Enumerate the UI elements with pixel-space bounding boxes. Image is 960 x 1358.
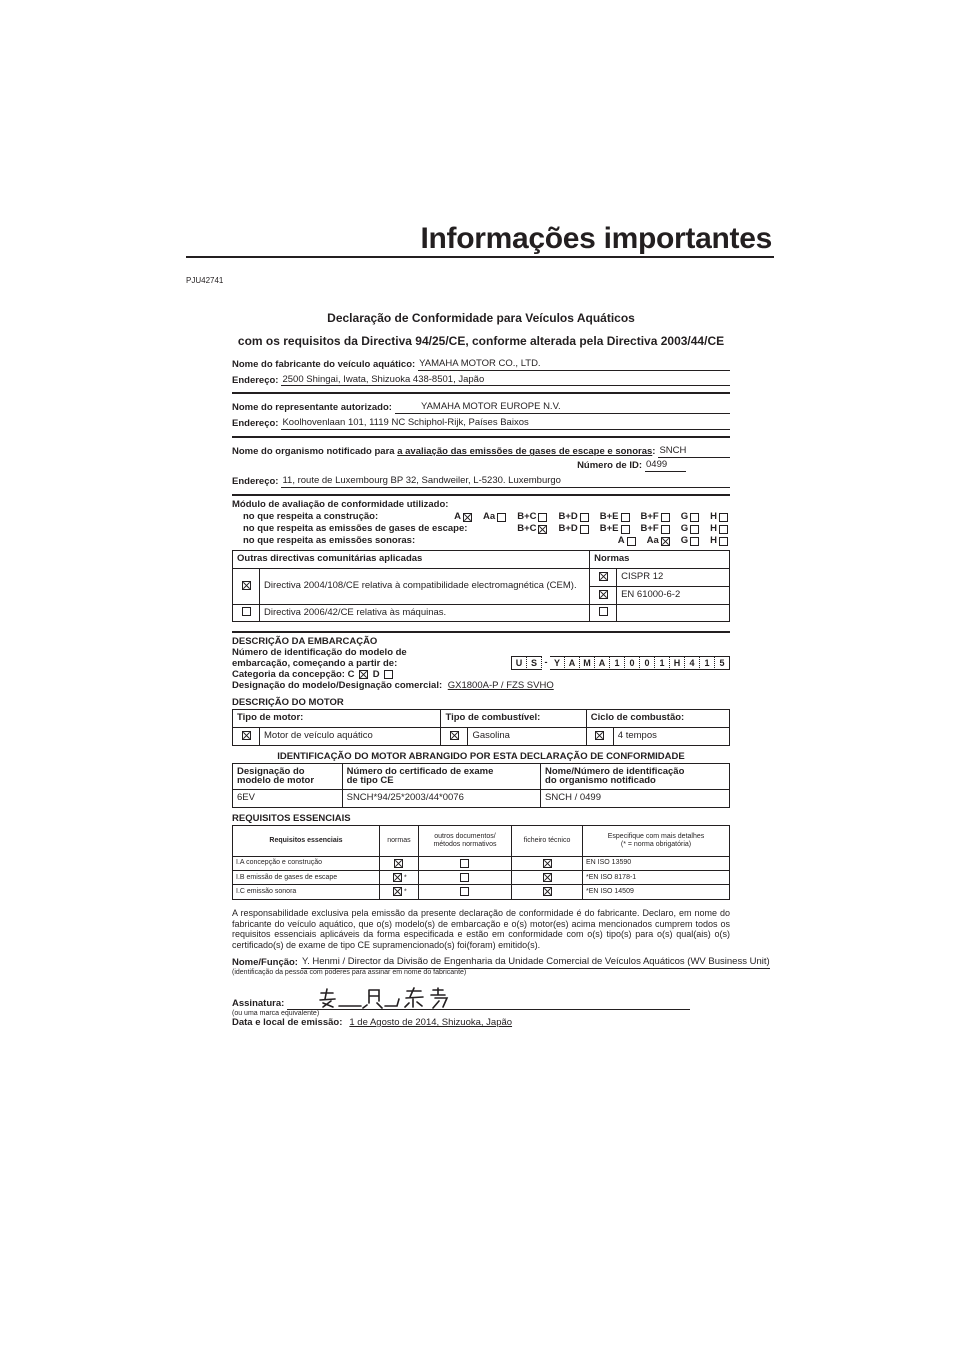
signature-note: (ou uma marca equivalente) <box>232 1009 320 1017</box>
manufacturer-name: YAMAHA MOTOR CO., LTD. <box>418 359 730 371</box>
engine-type-table <box>232 709 730 746</box>
hin-character: 1 <box>655 656 670 670</box>
module-option: B+F <box>641 512 672 523</box>
notified-body-scope: a avaliação das emissões de gases de escape e sonoras <box>397 446 653 458</box>
module-option-checkbox[interactable] <box>497 513 506 522</box>
model-value: GX1800A-P / FZS SVHO <box>447 680 554 692</box>
hin-character: H <box>670 656 685 670</box>
module-option: G <box>681 536 701 547</box>
module-option-checkbox[interactable] <box>621 525 630 534</box>
manufacturer-address-label: Endereço: <box>232 374 279 386</box>
req-norms-checkbox[interactable] <box>393 887 402 896</box>
hin-character: A <box>595 656 610 670</box>
req-norms-checkbox[interactable] <box>394 859 403 868</box>
module-option-checkbox[interactable] <box>661 525 670 534</box>
directives-table <box>232 550 730 623</box>
combustion-header: Ciclo de combustão: <box>586 709 729 727</box>
hin-character: M <box>580 656 595 670</box>
notified-body-id: 0499 <box>645 460 686 472</box>
engine-id-title: IDENTIFICAÇÃO DO MOTOR ABRANGIDO POR ESTA DECLARAÇÃO DE CONFORMIDADE <box>277 750 685 762</box>
module-option: H <box>710 536 730 547</box>
notified-body-address: 11, route de Luxembourg BP 32, Sandweiler, L-5230. Luxemburgo <box>281 476 730 488</box>
module-option-checkbox[interactable] <box>661 537 670 546</box>
module-option: B+D <box>558 524 590 535</box>
engine-designation: 6EV <box>233 789 343 807</box>
fuel-type-value: Gasolina <box>468 727 586 745</box>
manufacturer-line <box>232 359 730 371</box>
requirement-name: I.B emissão de gases de escape <box>233 870 380 884</box>
signature-mark <box>317 987 467 1009</box>
signer-name: Y. Henmi / Director da Divisão de Engenharia da Unidade Comercial de Veículos Aquáticos (WV Business Unit) <box>301 955 770 967</box>
hin-character: 1 <box>700 656 715 670</box>
hin-character: U <box>511 656 527 670</box>
representative-name: YAMAHA MOTOR EUROPE N.V. <box>395 402 730 414</box>
engine-id-table <box>232 763 730 808</box>
module-option: H <box>710 512 730 523</box>
hin-character: 0 <box>640 656 655 670</box>
module-row <box>232 512 730 523</box>
declaration-heading-1: Declaração de Conformidade para Veículos Aquáticos <box>327 311 635 325</box>
module-option-checkbox[interactable] <box>690 513 699 522</box>
module-option-checkbox[interactable] <box>580 513 589 522</box>
requirement-row <box>233 856 730 870</box>
module-option-checkbox[interactable] <box>621 513 630 522</box>
engine-section-title: DESCRIÇÃO DO MOTOR <box>232 697 344 709</box>
req-file-checkbox[interactable] <box>543 887 552 896</box>
module-option-checkbox[interactable] <box>463 513 472 522</box>
module-option-checkbox[interactable] <box>580 525 589 534</box>
requirements-section-title: REQUISITOS ESSENCIAIS <box>232 812 351 824</box>
category-d-checkbox[interactable] <box>384 670 393 679</box>
engine-notified-body: SNCH / 0499 <box>541 789 730 807</box>
signer-line <box>232 955 770 969</box>
notified-body-address-label: Endereço: <box>232 476 279 488</box>
combustion-checkbox[interactable] <box>586 727 613 745</box>
hin-character: 4 <box>685 656 700 670</box>
engine-id-header-3: Nome/Número de identificação do organismo notificado <box>541 763 730 789</box>
manufacturer-address: 2500 Shingai, Iwata, Shizuoka 438-8501, Japão <box>281 375 730 387</box>
norms-header: Normas <box>590 550 730 568</box>
notified-body-id-line <box>232 460 730 472</box>
representative-label: Nome do representante autorizado: <box>232 402 392 414</box>
manufacturer-address-line <box>232 375 730 387</box>
module-row <box>232 536 730 547</box>
module-option: G <box>681 512 701 523</box>
hin-character: 1 <box>610 656 625 670</box>
representative-address: Koolhovenlaan 101, 1119 NC Schiphol-Rijk, Países Baixos <box>281 418 730 430</box>
norm-machinery-checkbox[interactable] <box>590 604 617 622</box>
declaration-heading-2: com os requisitos da Directiva 94/25/CE, conforme alterada pela Directiva 2003/44/CE <box>237 333 725 348</box>
notified-body-line: Nome do organismo notificado para a avaliação das emissões de gases de escape e sonoras: SNCH <box>232 446 730 458</box>
norm-cispr-checkbox[interactable] <box>590 568 617 586</box>
norm-en: EN 61000-6-2 <box>617 586 730 604</box>
norm-cispr: CISPR 12 <box>617 568 730 586</box>
date-line <box>232 1018 730 1029</box>
requirements-table <box>232 825 730 900</box>
req-header-file: ficheiro técnico <box>512 825 583 856</box>
module-row-label: no que respeita a construção: <box>243 510 379 522</box>
model-line <box>232 681 730 692</box>
module-option-checkbox[interactable] <box>690 525 699 534</box>
requirement-spec: *EN ISO 14509 <box>583 885 730 899</box>
category-c-checkbox[interactable] <box>359 670 368 679</box>
date-value: 1 de Agosto de 2014, Shizuoka, Japão <box>349 1016 513 1028</box>
engine-type-value: Motor de veículo aquático <box>260 727 441 745</box>
module-row <box>232 524 730 535</box>
date-label: Data e local de emissão: <box>232 1016 343 1028</box>
signer-label: Nome/Função: <box>232 956 298 968</box>
module-option: A <box>618 536 638 547</box>
requirement-name: I.A concepção e construção <box>233 856 380 870</box>
req-file-checkbox[interactable] <box>543 873 552 882</box>
hin-character: Y <box>550 656 565 670</box>
hin-character: 0 <box>625 656 640 670</box>
directive-emc-checkbox[interactable] <box>233 568 260 604</box>
directive-machinery-checkbox[interactable] <box>233 604 260 622</box>
req-other-checkbox[interactable] <box>460 887 469 896</box>
module-option-checkbox[interactable] <box>719 513 728 522</box>
signature-line <box>232 995 730 1010</box>
module-option: B+E <box>600 512 632 523</box>
hin-character: 5 <box>715 656 730 670</box>
module-option: H <box>710 524 730 535</box>
representative-line <box>232 402 730 414</box>
module-rows <box>232 512 730 547</box>
module-option: B+C <box>517 524 549 535</box>
module-option-checkbox[interactable] <box>661 513 670 522</box>
hin-boxes <box>511 656 730 670</box>
section-rule <box>232 436 730 438</box>
page-title: Informações importantes <box>420 222 772 255</box>
notified-body-name: SNCH <box>658 446 730 458</box>
title-rule <box>186 256 774 258</box>
directive-machinery-text: Directiva 2006/42/CE relativa às máquinas. <box>260 604 590 622</box>
signer-note: (identificação da pessoa com poderes para assinar em nome do fabricante) <box>232 968 467 976</box>
responsibility-paragraph: A responsabilidade exclusiva pela emissão da presente declaração de conformidade é do fabricante. Declaro, em nome do fabricante do veículo aquático, que o(s) modelo(s) de embarcação e o(s) motor(es) acima mencionados cumprem todos os requisitos essenciais aplicáveis da forma especificada e estão em conformidade com o(s) tipo(s) para o(s) qual(ais) o(s) certificado(s) de exame de tipo CE supramencionado(s) foi(foram) emitido(s). <box>232 907 730 951</box>
module-title: Módulo de avaliação de conformidade utilizado: <box>232 499 449 511</box>
module-option-checkbox[interactable] <box>690 537 699 546</box>
module-option: B+E <box>600 524 632 535</box>
module-row-label: no que respeita as emissões sonoras: <box>243 534 416 546</box>
req-header-name: Requisitos essenciais <box>233 825 380 856</box>
section-rule <box>232 494 730 496</box>
notified-body-address-line <box>232 476 730 488</box>
requirement-name: I.C emissão sonora <box>233 885 380 899</box>
fuel-type-checkbox[interactable] <box>441 727 468 745</box>
fuel-type-header: Tipo de combustível: <box>441 709 586 727</box>
model-label: Designação do modelo/Designação comercial: <box>232 680 443 692</box>
directive-emc-text: Directiva 2004/108/CE relativa à compatibilidade electromagnética (CEM). <box>260 568 590 604</box>
module-row-label: no que respeita as emissões de gases de escape: <box>243 522 468 534</box>
requirements-rows <box>233 856 730 899</box>
representative-address-label: Endereço: <box>232 418 279 430</box>
engine-certificate: SNCH*94/25*2003/44*0076 <box>342 789 540 807</box>
category-d-label: D <box>372 669 380 681</box>
category-label: Categoria da concepção: C <box>232 669 355 681</box>
req-other-checkbox[interactable] <box>460 859 469 868</box>
module-option: Aa <box>647 536 672 547</box>
engine-id-header-1: Designação do modelo de motor <box>233 763 343 789</box>
module-option-checkbox[interactable] <box>538 525 547 534</box>
req-file-checkbox[interactable] <box>543 859 552 868</box>
requirement-spec: *EN ISO 8178-1 <box>583 870 730 884</box>
notified-body-label: Nome do organismo notificado para <box>232 446 395 458</box>
module-option: G <box>681 524 701 535</box>
requirement-row: I.B emissão de gases de escape * *EN ISO 8178-1 <box>233 870 730 884</box>
module-option-checkbox[interactable] <box>719 525 728 534</box>
section-rule <box>232 392 730 394</box>
module-option: B+F <box>641 524 672 535</box>
module-option: A <box>454 512 474 523</box>
requirement-row: I.C emissão sonora * *EN ISO 14509 <box>233 885 730 899</box>
module-option: B+C <box>517 512 549 523</box>
hin-character: - <box>544 657 548 668</box>
req-norms-checkbox[interactable] <box>393 873 402 882</box>
hin-character: A <box>565 656 580 670</box>
combustion-value: 4 tempos <box>613 727 729 745</box>
declaration-document <box>232 311 770 1029</box>
manufacturer-label: Nome do fabricante do veículo aquático: <box>232 358 416 370</box>
engine-id-header-2: Número do certificado de exame de tipo CE <box>342 763 540 789</box>
directives-header: Outras directivas comunitárias aplicadas <box>233 550 590 568</box>
req-header-other: outros documentos/ métodos normativos <box>418 825 511 856</box>
engine-type-header: Tipo de motor: <box>233 709 441 727</box>
req-header-norms: normas <box>380 825 419 856</box>
engine-type-checkbox[interactable] <box>233 727 260 745</box>
representative-address-line <box>232 418 730 430</box>
hin-row <box>232 648 730 670</box>
req-header-spec: Especifique com mais detalhes (* = norma obrigatória) <box>583 825 730 856</box>
module-option-checkbox[interactable] <box>719 537 728 546</box>
req-other-checkbox[interactable] <box>460 873 469 882</box>
module-option-checkbox[interactable] <box>538 513 547 522</box>
module-option: B+D <box>558 512 590 523</box>
page-code: PJU42741 <box>186 276 224 285</box>
hin-character: S <box>527 656 542 670</box>
module-option: Aa <box>483 512 508 523</box>
requirement-spec: EN ISO 13590 <box>583 856 730 870</box>
craft-section-title: DESCRIÇÃO DA EMBARCAÇÃO <box>232 636 378 648</box>
module-option-checkbox[interactable] <box>627 537 636 546</box>
notified-body-id-label: Número de ID: <box>577 460 642 472</box>
hin-label-1: Número de identificação do modelo de <box>232 647 407 659</box>
signature-field <box>287 995 690 1010</box>
section-rule <box>232 631 730 633</box>
signature-label: Assinatura: <box>232 997 285 1009</box>
norm-en-checkbox[interactable] <box>590 586 617 604</box>
hin-label-2: embarcação, começando a partir de: <box>232 658 398 670</box>
